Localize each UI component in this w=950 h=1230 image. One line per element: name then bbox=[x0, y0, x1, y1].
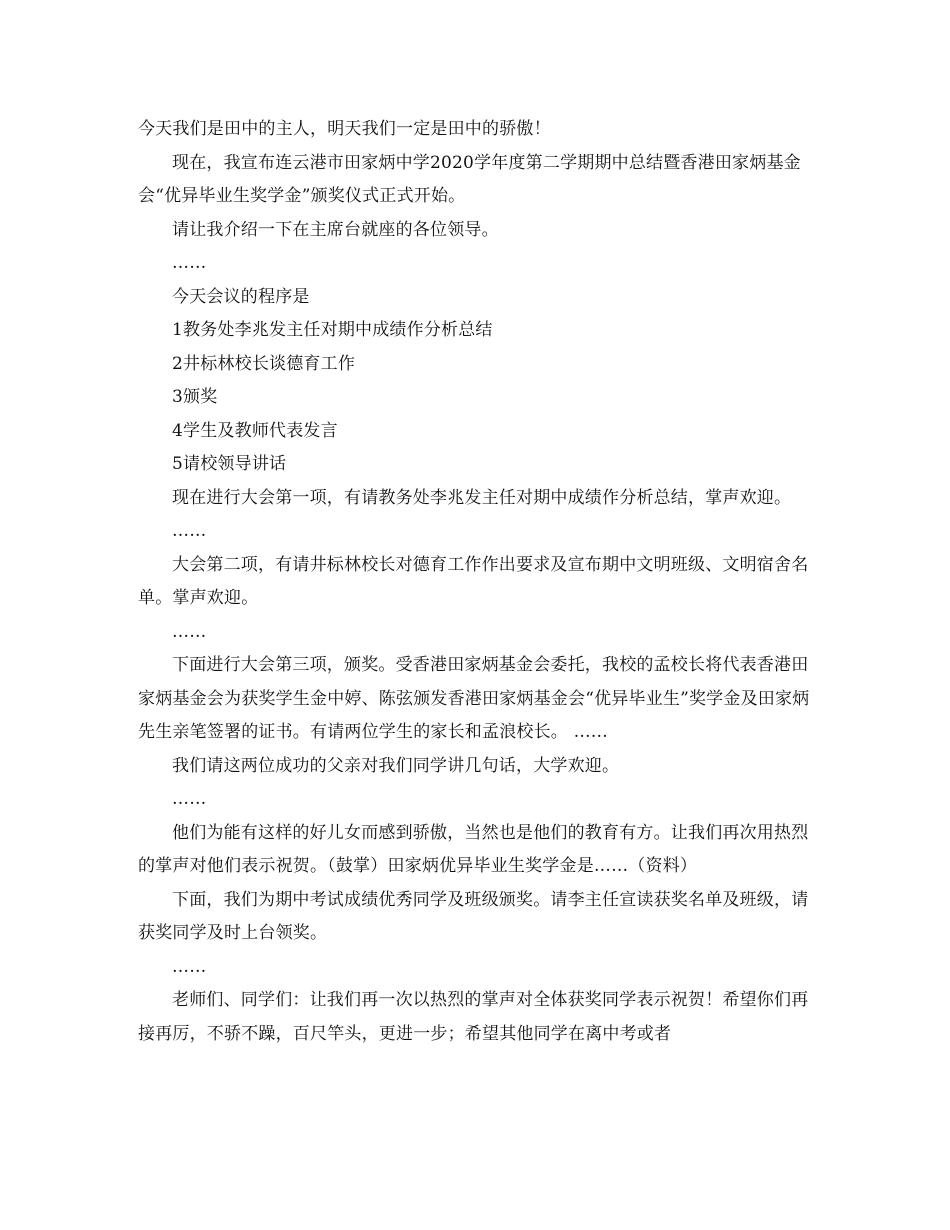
agenda-item-5: 5请校领导讲话 bbox=[172, 454, 287, 474]
paragraph-exam-awards: 下面，我们为期中考试成绩优秀同学及班级颁奖。请李主任宣读获奖名单及班级，请获奖同学及时上台领奖。 bbox=[138, 889, 809, 943]
agenda-item-3: 3颁奖 bbox=[172, 387, 218, 407]
paragraph-closing: 老师们、同学们：让我们再一次以热烈的掌声对全体获奖同学表示祝贺！希望你们再接再厉，不骄不躁，百尺竿头，更进一步；希望其他同学在离中考或者 bbox=[138, 990, 809, 1044]
agenda-item-4: 4学生及教师代表发言 bbox=[172, 420, 338, 441]
paragraph-item-3-award: 下面进行大会第三项，颁奖。受香港田家炳基金会委托，我校的孟校长将代表香港田家炳基金会为获奖学生金中婷、陈弦颁发香港田家炳基金会“优异毕业生”奖学金及田家炳先生亲笔签署的证书。有请两位学生的家长和孟浪校长。 …… bbox=[138, 655, 810, 742]
ellipsis-5: …… bbox=[172, 956, 207, 977]
ellipsis-3: …… bbox=[172, 621, 207, 642]
paragraph-congratulations: 他们为能有这样的好儿女而感到骄傲，当然也是他们的教育有方。让我们再次用热烈的掌声对他们表示祝贺。（鼓掌）田家炳优异毕业生奖学金是……（资料） bbox=[138, 822, 809, 876]
ellipsis-1: …… bbox=[172, 253, 207, 273]
paragraph-item-2-intro: 大会第二项，有请井标林校长对德育工作作出要求及宣布期中文明班级、文明宿舍名单。掌声欢迎。 bbox=[138, 554, 809, 608]
document-body bbox=[138, 113, 818, 1051]
paragraph-1: 今天我们是田中的主人，明天我们一定是田中的骄傲！ bbox=[138, 119, 551, 139]
ellipsis-4: …… bbox=[172, 789, 207, 809]
agenda-heading: 今天会议的程序是 bbox=[172, 286, 310, 307]
paragraph-item-1-intro: 现在进行大会第一项，有请教务处李兆发主任对期中成绩作分析总结，掌声欢迎。 bbox=[172, 487, 792, 508]
paragraph-2: 现在，我宣布连云港市田家炳中学2020学年度第二学期期中总结暨香港田家炳基金会“优异毕业生奖学金”颁奖仪式正式开始。 bbox=[138, 152, 801, 206]
paragraph-parents-speech: 我们请这两位成功的父亲对我们同学讲几句话，大学欢迎。 bbox=[172, 755, 620, 776]
ellipsis-2: …… bbox=[172, 521, 207, 541]
paragraph-3: 请让我介绍一下在主席台就座的各位领导。 bbox=[172, 219, 499, 240]
agenda-item-2: 2井标林校长谈德育工作 bbox=[172, 353, 356, 374]
agenda-item-1: 1教务处李兆发主任对期中成绩作分析总结 bbox=[172, 320, 493, 340]
